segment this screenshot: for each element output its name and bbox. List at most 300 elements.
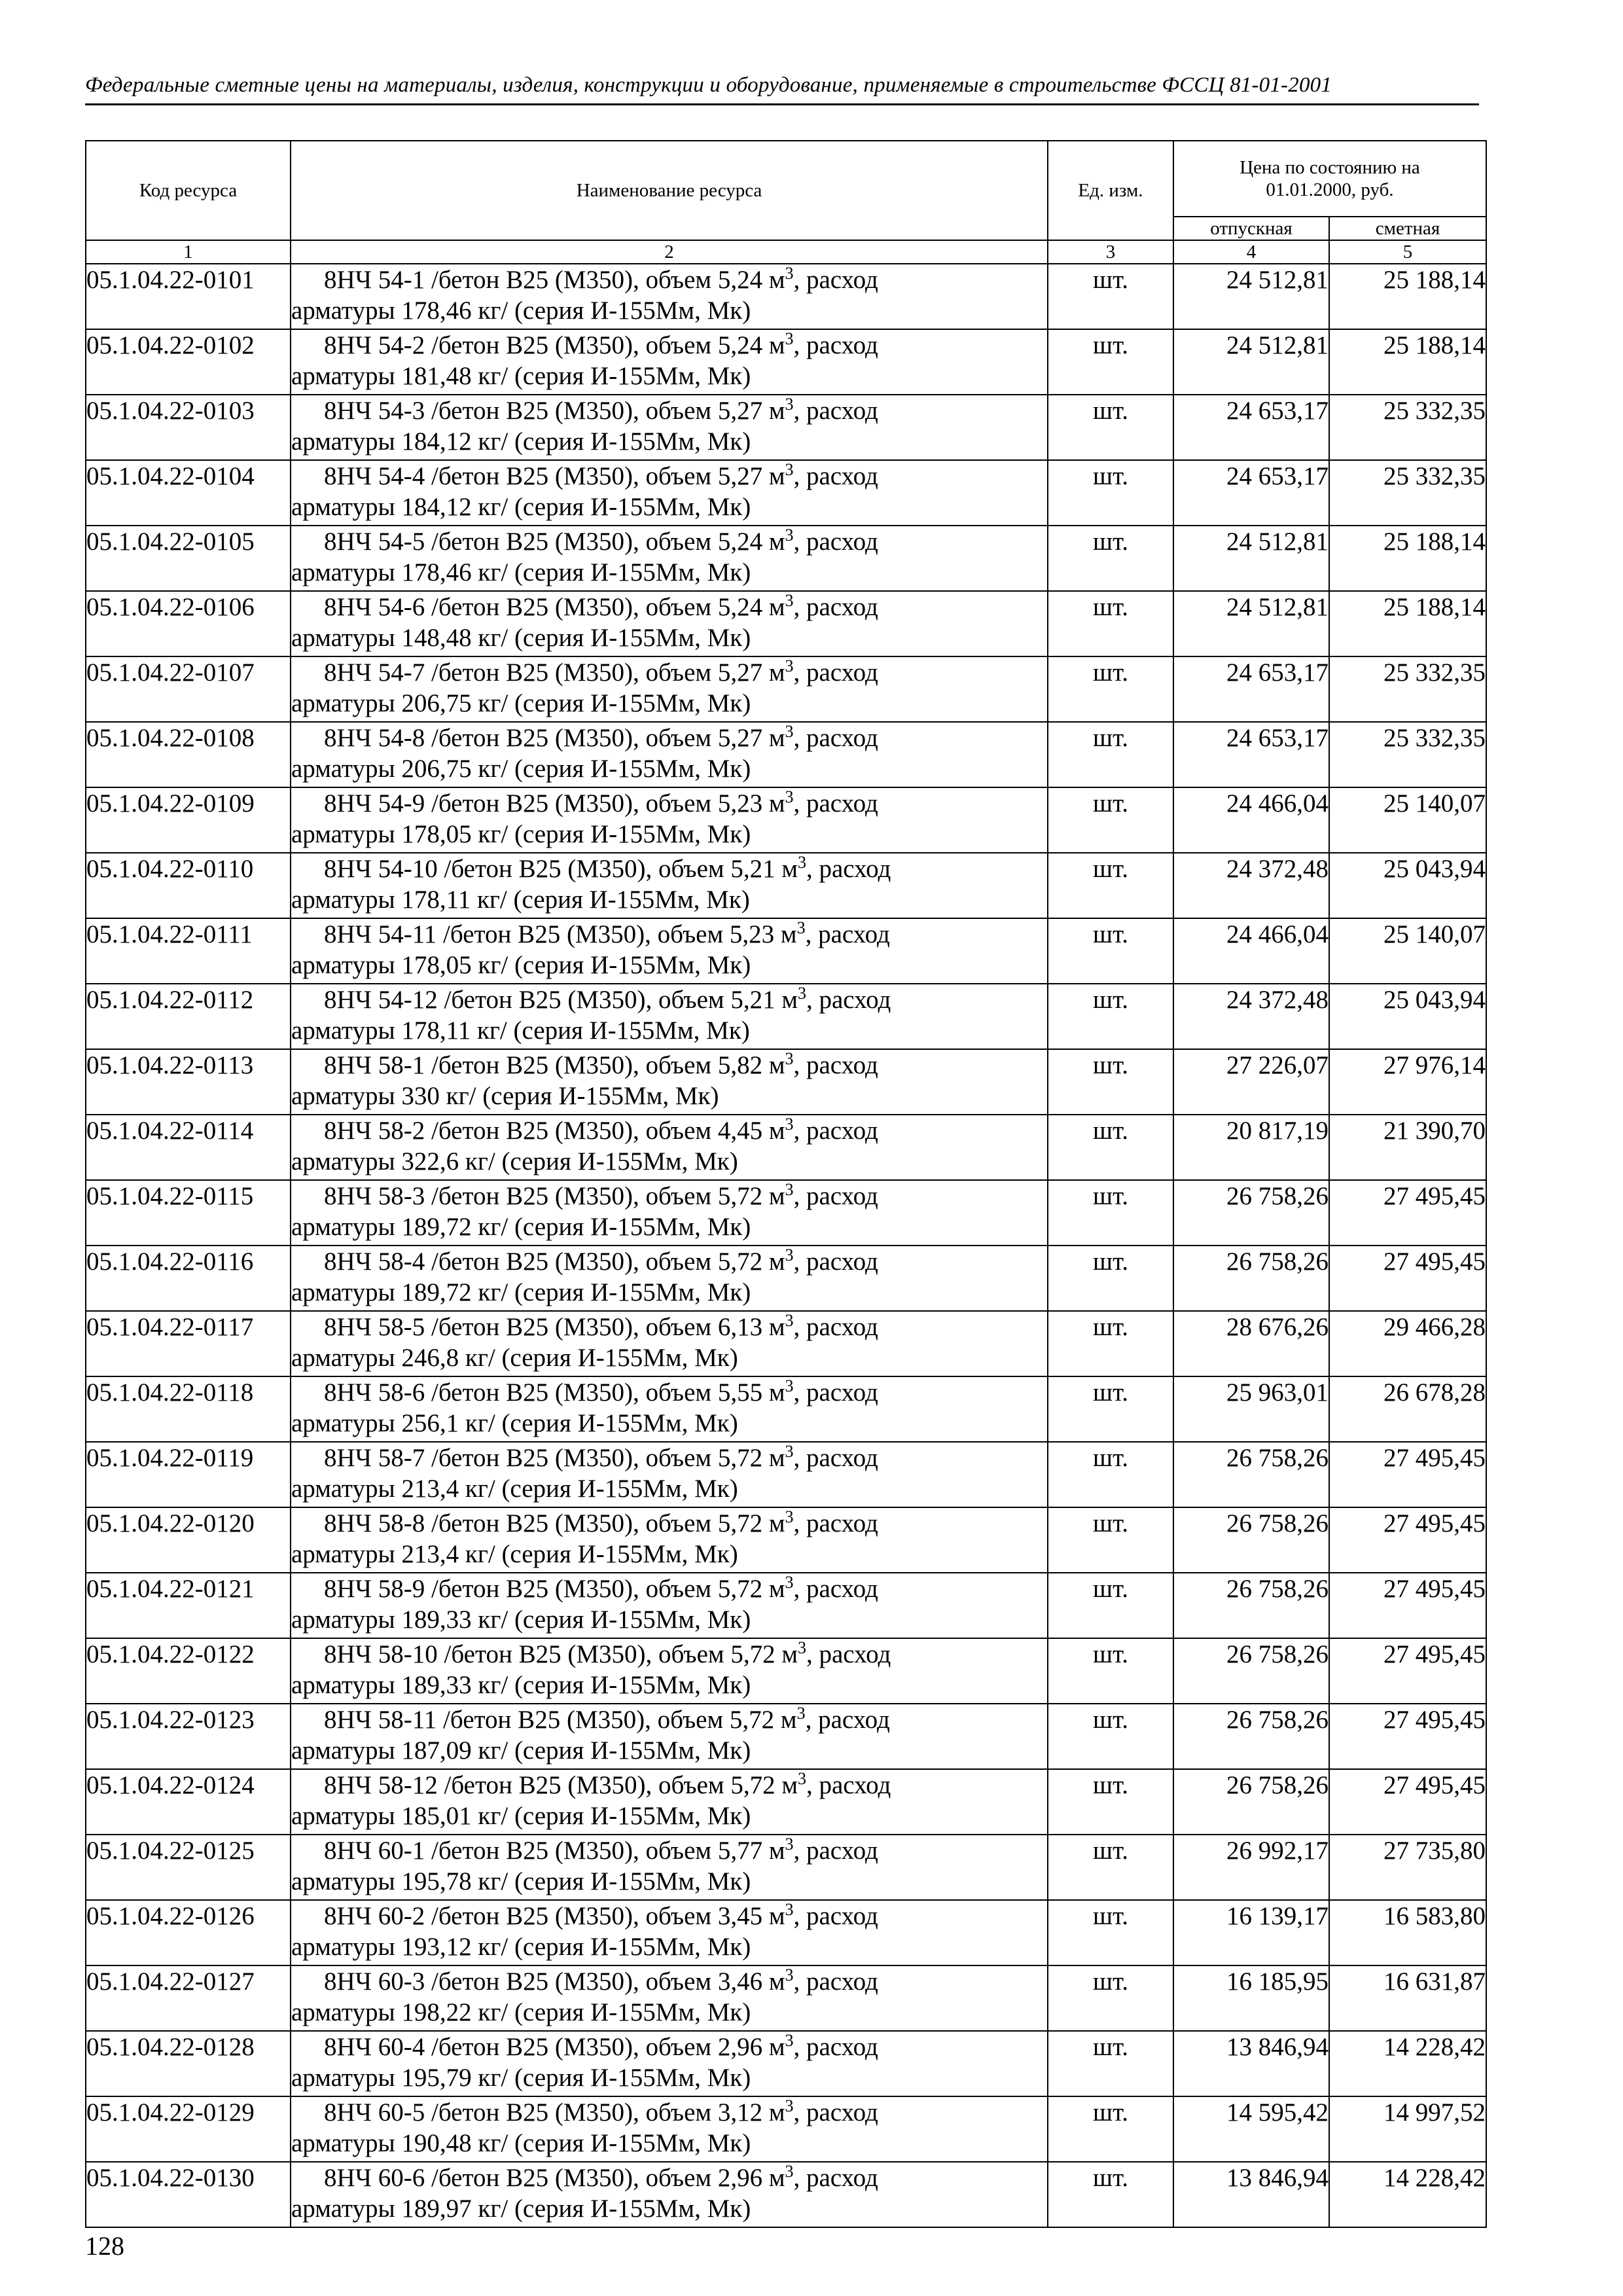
resource-code: 05.1.04.22-0109	[86, 787, 291, 853]
resource-name	[291, 853, 1048, 918]
estimate-price: 27 495,45	[1329, 1769, 1486, 1835]
resource-code: 05.1.04.22-0124	[86, 1769, 291, 1835]
estimate-price: 14 228,42	[1329, 2162, 1486, 2227]
cubic-superscript: 3	[785, 1049, 794, 1068]
resource-name-line1	[291, 1508, 1047, 1539]
resource-code: 05.1.04.22-0115	[86, 1180, 291, 1246]
release-price: 26 758,26	[1173, 1704, 1329, 1769]
resource-name-line2: арматуры 178,11 кг/ (серия И-155Мм, Мк)	[291, 1016, 750, 1045]
estimate-price: 25 332,35	[1329, 722, 1486, 787]
table-row	[86, 1965, 1486, 2031]
resource-name	[291, 264, 1048, 329]
resource-code: 05.1.04.22-0107	[86, 656, 291, 722]
estimate-price: 25 188,14	[1329, 264, 1486, 329]
unit-of-measure: шт.	[1048, 853, 1173, 918]
resource-name-line2: арматуры 195,79 кг/ (серия И-155Мм, Мк)	[291, 2064, 751, 2092]
resource-name-suffix: , расход	[793, 1247, 878, 1276]
resource-code: 05.1.04.22-0114	[86, 1115, 291, 1180]
estimate-price: 27 495,45	[1329, 1442, 1486, 1507]
resource-name-suffix: , расход	[793, 658, 878, 687]
resource-name-line1	[291, 919, 1047, 950]
estimate-price: 27 976,14	[1329, 1049, 1486, 1115]
unit-of-measure: шт.	[1048, 1769, 1173, 1835]
resource-name-line2: арматуры 206,75 кг/ (серия И-155Мм, Мк)	[291, 755, 751, 783]
cubic-superscript: 3	[785, 460, 794, 479]
resource-name-text: 8НЧ 60-3 /бетон В25 (М350), объем 3,46 м	[324, 1967, 785, 1996]
resource-name-text: 8НЧ 58-3 /бетон В25 (М350), объем 5,72 м	[324, 1182, 785, 1210]
resource-name	[291, 1900, 1048, 1965]
unit-of-measure: шт.	[1048, 984, 1173, 1049]
cubic-superscript: 3	[798, 1769, 806, 1788]
resource-name	[291, 918, 1048, 984]
estimate-price: 27 495,45	[1329, 1507, 1486, 1573]
resource-code: 05.1.04.22-0123	[86, 1704, 291, 1769]
unit-of-measure: шт.	[1048, 656, 1173, 722]
resource-name-line2: арматуры 148,48 кг/ (серия И-155Мм, Мк)	[291, 624, 751, 652]
estimate-price: 25 332,35	[1329, 460, 1486, 526]
resource-name-suffix: , расход	[806, 855, 891, 883]
resource-code: 05.1.04.22-0125	[86, 1835, 291, 1900]
resource-name-line1	[291, 657, 1047, 688]
release-price: 20 817,19	[1173, 1115, 1329, 1180]
unit-of-measure: шт.	[1048, 1442, 1173, 1507]
cubic-superscript: 3	[785, 1442, 794, 1461]
resource-name-text: 8НЧ 54-11 /бетон В25 (М350), объем 5,23 м	[324, 920, 797, 948]
resource-name	[291, 329, 1048, 395]
resource-code: 05.1.04.22-0129	[86, 2096, 291, 2162]
resource-name	[291, 1573, 1048, 1638]
resource-name-text: 8НЧ 60-2 /бетон В25 (М350), объем 3,45 м	[324, 1902, 785, 1930]
resource-name	[291, 526, 1048, 591]
price-table	[85, 140, 1487, 2228]
column-number: 5	[1329, 240, 1486, 264]
column-header-unit: Ед. изм.	[1048, 141, 1173, 240]
table-body	[86, 264, 1486, 2227]
unit-of-measure: шт.	[1048, 591, 1173, 656]
resource-name-line1	[291, 461, 1047, 492]
resource-name-suffix: , расход	[793, 1378, 878, 1407]
resource-code: 05.1.04.22-0112	[86, 984, 291, 1049]
resource-name-line1	[291, 1901, 1047, 1931]
unit-of-measure: шт.	[1048, 1311, 1173, 1376]
resource-code: 05.1.04.22-0119	[86, 1442, 291, 1507]
resource-name-line1	[291, 2032, 1047, 2062]
resource-name-suffix: , расход	[793, 2164, 878, 2192]
release-price: 28 676,26	[1173, 1311, 1329, 1376]
estimate-price: 14 997,52	[1329, 2096, 1486, 2162]
table-row	[86, 1769, 1486, 1835]
cubic-superscript: 3	[785, 1965, 794, 1984]
resource-name-line1	[291, 984, 1047, 1015]
resource-name-suffix: , расход	[793, 397, 878, 425]
table-row	[86, 591, 1486, 656]
resource-name-line1	[291, 264, 1047, 295]
resource-name	[291, 591, 1048, 656]
table-row	[86, 1704, 1486, 1769]
table-row	[86, 329, 1486, 395]
resource-name-line1	[291, 1639, 1047, 1670]
table-row	[86, 2031, 1486, 2096]
resource-name-suffix: , расход	[793, 1051, 878, 1079]
resource-name-line1	[291, 1573, 1047, 1604]
resource-name-line1	[291, 526, 1047, 557]
resource-name	[291, 787, 1048, 853]
cubic-superscript: 3	[785, 1900, 794, 1919]
estimate-price: 27 495,45	[1329, 1573, 1486, 1638]
resource-name-line2: арматуры 178,46 кг/ (серия И-155Мм, Мк)	[291, 296, 751, 325]
resource-name-suffix: , расход	[793, 462, 878, 490]
resource-name-line2: арматуры 184,12 кг/ (серия И-155Мм, Мк)	[291, 493, 751, 521]
release-price: 26 758,26	[1173, 1246, 1329, 1311]
resource-name-line2: арматуры 322,6 кг/ (серия И-155Мм, Мк)	[291, 1147, 738, 1175]
resource-code: 05.1.04.22-0106	[86, 591, 291, 656]
resource-code: 05.1.04.22-0121	[86, 1573, 291, 1638]
resource-name-line2: арматуры 189,97 кг/ (серия И-155Мм, Мк)	[291, 2195, 751, 2223]
resource-name-line1	[291, 395, 1047, 426]
resource-name-line2: арматуры 185,01 кг/ (серия И-155Мм, Мк)	[291, 1802, 751, 1830]
resource-name-line2: арматуры 189,72 кг/ (серия И-155Мм, Мк)	[291, 1278, 751, 1306]
estimate-price: 27 495,45	[1329, 1638, 1486, 1704]
resource-name	[291, 2096, 1048, 2162]
release-price: 16 185,95	[1173, 1965, 1329, 2031]
table-row	[86, 722, 1486, 787]
resource-name	[291, 1965, 1048, 2031]
table-row	[86, 264, 1486, 329]
resource-name-line1	[291, 1115, 1047, 1146]
estimate-price: 25 332,35	[1329, 395, 1486, 460]
resource-name	[291, 1769, 1048, 1835]
resource-name-line1	[291, 330, 1047, 361]
resource-code: 05.1.04.22-0113	[86, 1049, 291, 1115]
resource-code: 05.1.04.22-0103	[86, 395, 291, 460]
release-price: 25 963,01	[1173, 1376, 1329, 1442]
resource-name-suffix: , расход	[793, 1575, 878, 1603]
resource-code: 05.1.04.22-0105	[86, 526, 291, 591]
unit-of-measure: шт.	[1048, 1638, 1173, 1704]
release-price: 26 992,17	[1173, 1835, 1329, 1900]
resource-name	[291, 1835, 1048, 1900]
unit-of-measure: шт.	[1048, 918, 1173, 984]
resource-code: 05.1.04.22-0120	[86, 1507, 291, 1573]
estimate-price: 27 495,45	[1329, 1246, 1486, 1311]
resource-code: 05.1.04.22-0111	[86, 918, 291, 984]
estimate-price: 25 043,94	[1329, 853, 1486, 918]
resource-name-text: 8НЧ 54-1 /бетон В25 (М350), объем 5,24 м	[324, 266, 785, 294]
resource-name-suffix: , расход	[793, 1444, 878, 1472]
resource-name-text: 8НЧ 60-5 /бетон В25 (М350), объем 3,12 м	[324, 2098, 785, 2126]
column-header-code: Код ресурса	[86, 141, 291, 240]
resource-name-suffix: , расход	[806, 986, 891, 1014]
table-row	[86, 2162, 1486, 2227]
estimate-price: 14 228,42	[1329, 2031, 1486, 2096]
resource-name-suffix: , расход	[793, 1837, 878, 1865]
cubic-superscript: 3	[785, 1835, 794, 1854]
resource-name-text: 8НЧ 54-6 /бетон В25 (М350), объем 5,24 м	[324, 593, 785, 621]
table-row	[86, 1049, 1486, 1115]
resource-name-line2: арматуры 181,48 кг/ (серия И-155Мм, Мк)	[291, 362, 751, 390]
cubic-superscript: 3	[785, 722, 794, 741]
cubic-superscript: 3	[785, 787, 794, 806]
resource-name-suffix: , расход	[793, 2098, 878, 2126]
unit-of-measure: шт.	[1048, 2162, 1173, 2227]
release-price: 24 512,81	[1173, 526, 1329, 591]
resource-name-text: 8НЧ 54-8 /бетон В25 (М350), объем 5,27 м	[324, 724, 785, 752]
resource-name-line2: арматуры 178,05 кг/ (серия И-155Мм, Мк)	[291, 820, 751, 848]
release-price: 24 512,81	[1173, 591, 1329, 656]
release-price: 27 226,07	[1173, 1049, 1329, 1115]
release-price: 26 758,26	[1173, 1638, 1329, 1704]
release-price: 26 758,26	[1173, 1442, 1329, 1507]
estimate-price: 27 735,80	[1329, 1835, 1486, 1900]
resource-name-line2: арматуры 184,12 кг/ (серия И-155Мм, Мк)	[291, 427, 751, 456]
table-row	[86, 460, 1486, 526]
resource-name-line2: арматуры 213,4 кг/ (серия И-155Мм, Мк)	[291, 1475, 738, 1503]
resource-name-suffix: , расход	[793, 724, 878, 752]
resource-name-line1	[291, 1770, 1047, 1801]
estimate-price: 29 466,28	[1329, 1311, 1486, 1376]
table-row	[86, 395, 1486, 460]
resource-name-text: 8НЧ 54-4 /бетон В25 (М350), объем 5,27 м	[324, 462, 785, 490]
cubic-superscript: 3	[798, 1638, 806, 1657]
column-number: 1	[86, 240, 291, 264]
resource-code: 05.1.04.22-0108	[86, 722, 291, 787]
resource-name-text: 8НЧ 54-7 /бетон В25 (М350), объем 5,27 м	[324, 658, 785, 687]
unit-of-measure: шт.	[1048, 1965, 1173, 2031]
table-row	[86, 1246, 1486, 1311]
resource-name-text: 8НЧ 54-10 /бетон В25 (М350), объем 5,21 м	[324, 855, 798, 883]
resource-name-line1	[291, 592, 1047, 622]
estimate-price: 25 043,94	[1329, 984, 1486, 1049]
resource-name	[291, 1180, 1048, 1246]
unit-of-measure: шт.	[1048, 2031, 1173, 2096]
resource-name	[291, 395, 1048, 460]
resource-name	[291, 1507, 1048, 1573]
cubic-superscript: 3	[785, 1246, 794, 1265]
resource-name	[291, 1376, 1048, 1442]
estimate-price: 25 188,14	[1329, 526, 1486, 591]
unit-of-measure: шт.	[1048, 2096, 1173, 2162]
estimate-price: 25 188,14	[1329, 329, 1486, 395]
release-price: 13 846,94	[1173, 2031, 1329, 2096]
cubic-superscript: 3	[785, 1115, 794, 1134]
estimate-price: 25 188,14	[1329, 591, 1486, 656]
estimate-price: 16 583,80	[1329, 1900, 1486, 1965]
resource-name-text: 8НЧ 54-12 /бетон В25 (М350), объем 5,21 м	[324, 986, 798, 1014]
table-row	[86, 853, 1486, 918]
column-header-price-group: Цена по состоянию на 01.01.2000, руб.	[1173, 141, 1486, 217]
table-row	[86, 787, 1486, 853]
table-row	[86, 1900, 1486, 1965]
resource-name-text: 8НЧ 58-8 /бетон В25 (М350), объем 5,72 м	[324, 1509, 785, 1537]
release-price: 26 758,26	[1173, 1573, 1329, 1638]
resource-name-line2: арматуры 190,48 кг/ (серия И-155Мм, Мк)	[291, 2129, 751, 2157]
release-price: 16 139,17	[1173, 1900, 1329, 1965]
resource-name-line1	[291, 2162, 1047, 2193]
resource-name-suffix: , расход	[793, 789, 878, 817]
resource-name	[291, 460, 1048, 526]
release-price: 26 758,26	[1173, 1769, 1329, 1835]
unit-of-measure: шт.	[1048, 460, 1173, 526]
release-price: 24 653,17	[1173, 395, 1329, 460]
table-row	[86, 984, 1486, 1049]
unit-of-measure: шт.	[1048, 1180, 1173, 1246]
release-price: 26 758,26	[1173, 1507, 1329, 1573]
unit-of-measure: шт.	[1048, 1573, 1173, 1638]
cubic-superscript: 3	[785, 1507, 794, 1526]
resource-name-text: 8НЧ 58-7 /бетон В25 (М350), объем 5,72 м	[324, 1444, 785, 1472]
resource-name-text: 8НЧ 58-4 /бетон В25 (М350), объем 5,72 м	[324, 1247, 785, 1276]
resource-name-text: 8НЧ 58-11 /бетон В25 (М350), объем 5,72 м	[324, 1706, 797, 1734]
resource-name-text: 8НЧ 54-3 /бетон В25 (М350), объем 5,27 м	[324, 397, 785, 425]
unit-of-measure: шт.	[1048, 1115, 1173, 1180]
unit-of-measure: шт.	[1048, 264, 1173, 329]
resource-name	[291, 1049, 1048, 1115]
release-price: 14 595,42	[1173, 2096, 1329, 2162]
cubic-superscript: 3	[785, 1376, 794, 1395]
resource-code: 05.1.04.22-0130	[86, 2162, 291, 2227]
cubic-superscript: 3	[796, 918, 806, 937]
resource-name-suffix: , расход	[805, 1706, 890, 1734]
resource-name-line2: арматуры 193,12 кг/ (серия И-155Мм, Мк)	[291, 1933, 751, 1961]
resource-name-line1	[291, 1835, 1047, 1866]
resource-name-suffix: , расход	[793, 266, 878, 294]
unit-of-measure: шт.	[1048, 722, 1173, 787]
unit-of-measure: шт.	[1048, 526, 1173, 591]
resource-name-suffix: , расход	[793, 593, 878, 621]
release-price: 24 512,81	[1173, 329, 1329, 395]
table-row	[86, 1376, 1486, 1442]
estimate-price: 16 631,87	[1329, 1965, 1486, 2031]
table-row	[86, 1180, 1486, 1246]
resource-name	[291, 1115, 1048, 1180]
cubic-superscript: 3	[785, 1311, 794, 1330]
table-row	[86, 1442, 1486, 1507]
cubic-superscript: 3	[785, 591, 794, 610]
resource-name-line1	[291, 1443, 1047, 1473]
estimate-price: 27 495,45	[1329, 1180, 1486, 1246]
resource-code: 05.1.04.22-0110	[86, 853, 291, 918]
resource-name-suffix: , расход	[793, 1182, 878, 1210]
resource-code: 05.1.04.22-0101	[86, 264, 291, 329]
unit-of-measure: шт.	[1048, 1507, 1173, 1573]
column-number: 4	[1173, 240, 1329, 264]
cubic-superscript: 3	[785, 656, 794, 675]
estimate-price: 27 495,45	[1329, 1704, 1486, 1769]
resource-name-line2: арматуры 189,72 кг/ (серия И-155Мм, Мк)	[291, 1213, 751, 1241]
resource-name-line1	[291, 1050, 1047, 1081]
header-divider	[85, 103, 1479, 105]
resource-name-line1	[291, 1377, 1047, 1408]
resource-code: 05.1.04.22-0128	[86, 2031, 291, 2096]
resource-name-line1	[291, 1181, 1047, 1211]
resource-code: 05.1.04.22-0102	[86, 329, 291, 395]
resource-name-line1	[291, 853, 1047, 884]
resource-name	[291, 722, 1048, 787]
resource-name-line2: арматуры 178,46 кг/ (серия И-155Мм, Мк)	[291, 558, 751, 586]
resource-name-line2: арматуры 178,05 кг/ (серия И-155Мм, Мк)	[291, 951, 751, 979]
cubic-superscript: 3	[785, 395, 794, 414]
unit-of-measure: шт.	[1048, 787, 1173, 853]
release-price: 24 512,81	[1173, 264, 1329, 329]
estimate-price: 25 332,35	[1329, 656, 1486, 722]
cubic-superscript: 3	[785, 264, 794, 283]
resource-name	[291, 1246, 1048, 1311]
resource-name-line2: арматуры 330 кг/ (серия И-155Мм, Мк)	[291, 1082, 719, 1110]
column-number: 2	[291, 240, 1048, 264]
table-row	[86, 656, 1486, 722]
cubic-superscript: 3	[796, 1704, 806, 1723]
estimate-price: 25 140,07	[1329, 918, 1486, 984]
resource-code: 05.1.04.22-0104	[86, 460, 291, 526]
table-row	[86, 918, 1486, 984]
resource-name-line2: арматуры 189,33 кг/ (серия И-155Мм, Мк)	[291, 1671, 751, 1699]
resource-name-text: 8НЧ 60-4 /бетон В25 (М350), объем 2,96 м	[324, 2033, 785, 2061]
cubic-superscript: 3	[785, 2096, 794, 2115]
resource-name	[291, 984, 1048, 1049]
table-row	[86, 1835, 1486, 1900]
resource-name-text: 8НЧ 58-10 /бетон В25 (М350), объем 5,72 м	[324, 1640, 798, 1668]
release-price: 24 653,17	[1173, 656, 1329, 722]
resource-name-suffix: , расход	[793, 2033, 878, 2061]
resource-name-suffix: , расход	[806, 1640, 891, 1668]
resource-name-suffix: , расход	[793, 528, 878, 556]
resource-name-line1	[291, 1966, 1047, 1997]
resource-name-suffix: , расход	[806, 1771, 891, 1799]
cubic-superscript: 3	[785, 1180, 794, 1199]
unit-of-measure: шт.	[1048, 1900, 1173, 1965]
release-price: 24 372,48	[1173, 984, 1329, 1049]
column-number: 3	[1048, 240, 1173, 264]
resource-name	[291, 1638, 1048, 1704]
table-row	[86, 1638, 1486, 1704]
estimate-price: 26 678,28	[1329, 1376, 1486, 1442]
resource-name-text: 8НЧ 54-5 /бетон В25 (М350), объем 5,24 м	[324, 528, 785, 556]
unit-of-measure: шт.	[1048, 1246, 1173, 1311]
resource-name-suffix: , расход	[793, 1117, 878, 1145]
resource-name-line2: арматуры 246,8 кг/ (серия И-155Мм, Мк)	[291, 1344, 738, 1372]
resource-code: 05.1.04.22-0122	[86, 1638, 291, 1704]
table-row	[86, 526, 1486, 591]
table-row	[86, 2096, 1486, 2162]
document-header: Федеральные сметные цены на материалы, изделия, конструкции и оборудование, применяемые в строительстве ФССЦ 81-01-2001	[85, 73, 1332, 97]
resource-name-line1	[291, 1312, 1047, 1342]
resource-name-line2: арматуры 206,75 кг/ (серия И-155Мм, Мк)	[291, 689, 751, 717]
release-price: 24 466,04	[1173, 787, 1329, 853]
table-row	[86, 1311, 1486, 1376]
cubic-superscript: 3	[785, 2031, 794, 2050]
resource-name	[291, 656, 1048, 722]
unit-of-measure: шт.	[1048, 1704, 1173, 1769]
resource-name-text: 8НЧ 58-2 /бетон В25 (М350), объем 4,45 м	[324, 1117, 785, 1145]
resource-name-text: 8НЧ 54-9 /бетон В25 (М350), объем 5,23 м	[324, 789, 785, 817]
resource-name	[291, 1442, 1048, 1507]
table-row	[86, 1573, 1486, 1638]
unit-of-measure: шт.	[1048, 329, 1173, 395]
resource-name-line2: арматуры 178,11 кг/ (серия И-155Мм, Мк)	[291, 886, 750, 914]
table-row	[86, 1507, 1486, 1573]
resource-name-text: 8НЧ 60-6 /бетон В25 (М350), объем 2,96 м	[324, 2164, 785, 2192]
resource-name-suffix: , расход	[793, 1509, 878, 1537]
estimate-price: 25 140,07	[1329, 787, 1486, 853]
resource-name-suffix: , расход	[793, 1967, 878, 1996]
resource-name-line1	[291, 788, 1047, 819]
page-number: 128	[85, 2231, 124, 2261]
unit-of-measure: шт.	[1048, 1049, 1173, 1115]
resource-code: 05.1.04.22-0118	[86, 1376, 291, 1442]
cubic-superscript: 3	[798, 853, 806, 872]
resource-name-suffix: , расход	[793, 331, 878, 359]
resource-name-suffix: , расход	[805, 920, 890, 948]
